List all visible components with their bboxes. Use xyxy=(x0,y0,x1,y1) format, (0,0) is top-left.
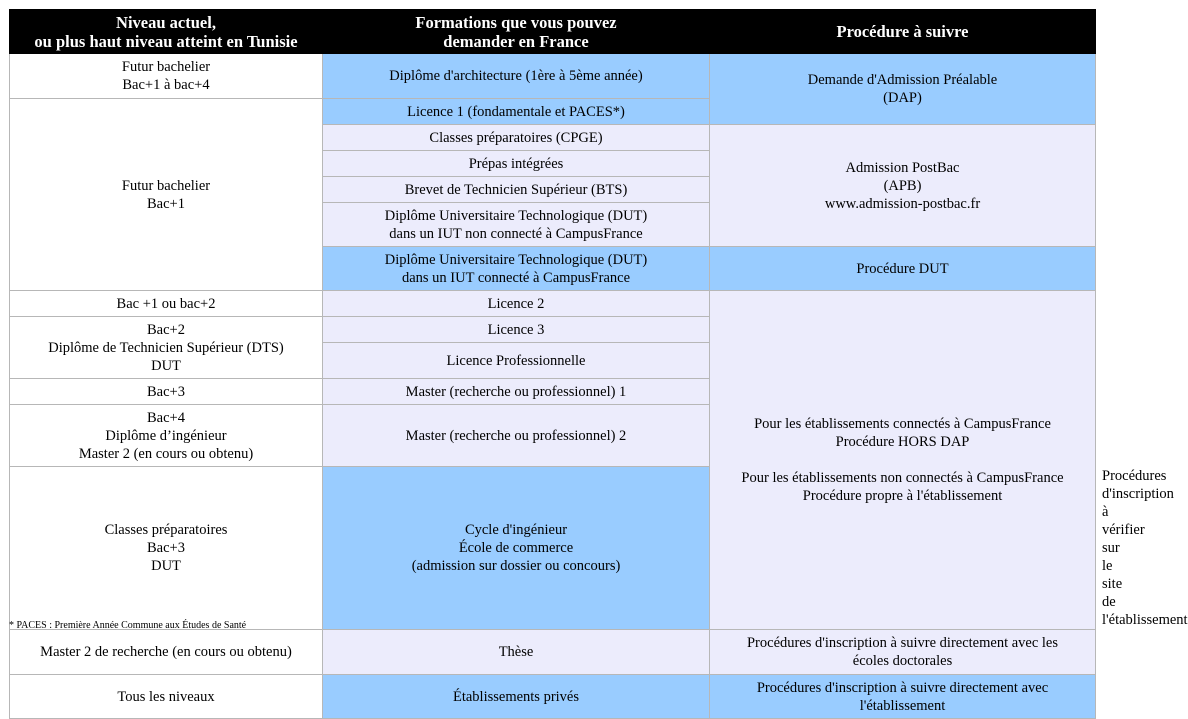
table-row: Classes préparatoires Bac+3 DUT Cycle d'ingénieur École de commerce (admission sur dossier ou concours) Procédures d'inscription à vérifier sur le site de l'établissement xyxy=(10,467,1096,630)
procedure-cell: Admission PostBac (APB) www.admission-postbac.fr xyxy=(710,125,1096,247)
admission-procedures-table xyxy=(9,9,1188,719)
table-row xyxy=(10,675,1096,719)
formation-cell: Prépas intégrées xyxy=(323,151,710,177)
table-row xyxy=(10,291,1096,317)
procedure-cell: Procédures d'inscription à suivre directement avec les écoles doctorales xyxy=(710,630,1096,675)
level-cell: Classes préparatoires Bac+3 DUT xyxy=(10,467,323,630)
footnote: * PACES : Première Année Commune aux Études de Santé xyxy=(9,620,247,631)
level-cell: Master 2 de recherche (en cours ou obtenu) xyxy=(10,630,323,675)
procedure-cell: Pour les établissements connectés à CampusFrance Procédure HORS DAP Pour les établissements non connectés à CampusFrance Procédure propre à l'établissement xyxy=(710,291,1096,630)
formation-cell: Établissements privés xyxy=(323,675,710,719)
procedure-cell: Procédure DUT xyxy=(710,247,1096,291)
level-cell: Futur bachelier Bac+1 xyxy=(10,99,323,291)
formation-cell: Diplôme Universitaire Technologique (DUT) dans un IUT connecté à CampusFrance xyxy=(323,247,710,291)
formation-cell: Master (recherche ou professionnel) 1 xyxy=(323,379,710,405)
header-current-level: Niveau actuel, ou plus haut niveau atteint en Tunisie xyxy=(10,10,323,54)
level-cell: Bac+3 xyxy=(10,379,323,405)
header-formations: Formations que vous pouvez demander en France xyxy=(323,10,710,54)
formation-cell: Diplôme Universitaire Technologique (DUT) dans un IUT non connecté à CampusFrance xyxy=(323,203,710,247)
formation-cell: Brevet de Technicien Supérieur (BTS) xyxy=(323,177,710,203)
formation-cell: Licence 1 (fondamentale et PACES*) xyxy=(323,99,710,125)
level-cell: Tous les niveaux xyxy=(10,675,323,719)
formation-cell: Licence 2 xyxy=(323,291,710,317)
formation-cell: Diplôme d'architecture (1ère à 5ème année) xyxy=(323,54,710,99)
formation-cell: Master (recherche ou professionnel) 2 xyxy=(323,405,710,467)
level-cell: Bac+2 Diplôme de Technicien Supérieur (DTS) DUT xyxy=(10,317,323,379)
table-row xyxy=(10,54,1096,99)
level-cell: Futur bachelier Bac+1 à bac+4 xyxy=(10,54,323,99)
procedure-cell: Procédures d'inscription à suivre directement avec l'établissement xyxy=(710,675,1096,719)
level-cell: Bac +1 ou bac+2 xyxy=(10,291,323,317)
formation-cell: Thèse xyxy=(323,630,710,675)
formation-cell: Licence 3 xyxy=(323,317,710,343)
formation-cell: Cycle d'ingénieur École de commerce (admission sur dossier ou concours) xyxy=(323,467,710,630)
procedure-cell: Demande d'Admission Préalable (DAP) xyxy=(710,54,1096,125)
formation-cell: Classes préparatoires (CPGE) xyxy=(323,125,710,151)
header-row xyxy=(10,10,1096,54)
header-procedure: Procédure à suivre xyxy=(710,10,1096,54)
table-row xyxy=(10,630,1096,675)
level-cell: Bac+4 Diplôme d’ingénieur Master 2 (en cours ou obtenu) xyxy=(10,405,323,467)
formation-cell: Licence Professionnelle xyxy=(323,343,710,379)
